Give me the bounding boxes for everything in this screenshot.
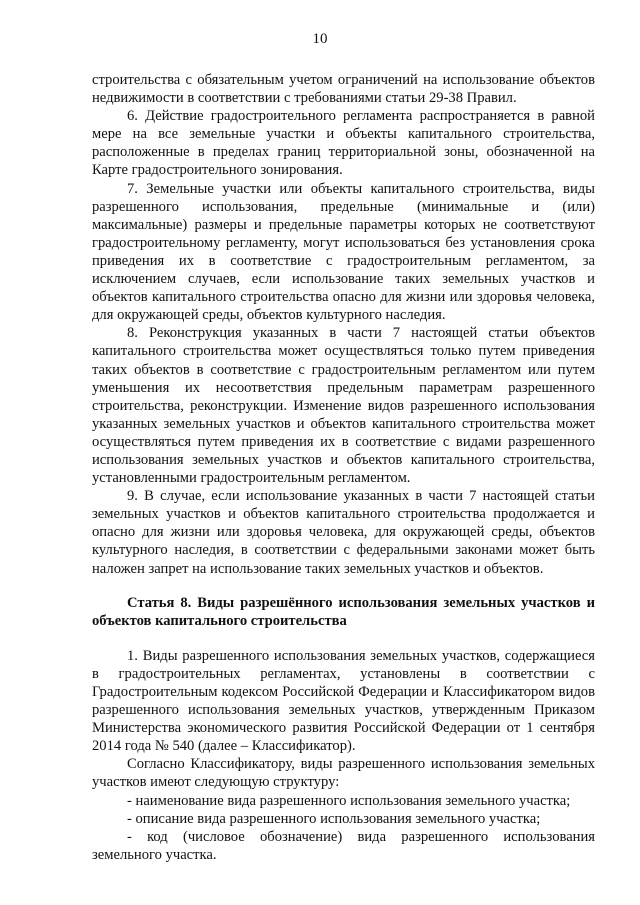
paragraph-8: 8. Реконструкция указанных в части 7 настоящей статьи объектов капитального строительства может осуществляться только путем приведения таких объектов в соответствие с градостроительным регламентом или путем уменьшения их несоответствия предельным параметрам разрешенного строительства, реконструкции. Изменение видов разрешенного использования указанных земельных участков и объектов капитального строительства может осуществляться путем приведения их в соответствие с видами разрешенного использования земельных участков и объектов капитального строительства, установленными градостроительным регламентом. [92, 325, 595, 487]
paragraph-7: 7. Земельные участки или объекты капитального строительства, виды разрешенного использования, предельные (минимальные и (или) максимальные) размеры и предельные параметры которых не соответствуют градостроительному регламенту, могут использоваться без установления срока приведения их в соответствие с градостроительным регламентом, за исключением случаев, если использование таких земельных участков и объектов капитального строительства опасно для жизни или здоровья человека, для окружающей среды, объектов культурного наследия. [92, 180, 595, 324]
structure-list-item: - описание вида разрешенного использования земельного участка; [127, 810, 541, 827]
structure-list-item: - наименование вида разрешенного использования земельного участка; [127, 792, 571, 809]
article-8-paragraph-2: Согласно Классификатору, виды разрешенного использования земельных участков имеют следующую структуру: [92, 756, 595, 791]
paragraph-continuation: строительства с обязательным учетом ограничений на использование объектов недвижимости в соответствии с требованиями статьи 29-38 Правил. [92, 72, 595, 107]
structure-list-item: - код (числовое обозначение) вида разрешенного использования земельного участка. [92, 828, 595, 863]
article-8-heading: Статья 8. Виды разрешённого использования земельных участков и объектов капитального строительства [92, 594, 595, 629]
paragraph-6: 6. Действие градостроительного регламента распространяется в равной мере на все земельные участки и объекты капитального строительства, расположенные в пределах границ территориальной зоны, обозначенной на Карте градостроительного зонирования. [92, 108, 595, 179]
document-body [92, 71, 595, 864]
page-number: 10 [312, 31, 328, 47]
paragraph-9: 9. В случае, если использование указанных в части 7 настоящей статьи земельных участков и объектов капитального строительства продолжается и опасно для жизни или здоровья человека, для окружающей среды, объектов культурного наследия, в соответствии с федеральными законами может быть наложен запрет на использование таких земельных участков и объектов. [92, 488, 595, 577]
article-8-paragraph-1: 1. Виды разрешенного использования земельных участков, содержащиеся в градостроительных регламентах, установлены в соответствии с Градостроительным кодексом Российской Федерации и Классификатором видов разрешенного использования земельных участков, утвержденным Приказом Министерства экономического развития Российской Федерации от 1 сентября 2014 года № 540 (далее – Классификатор). [92, 647, 595, 755]
